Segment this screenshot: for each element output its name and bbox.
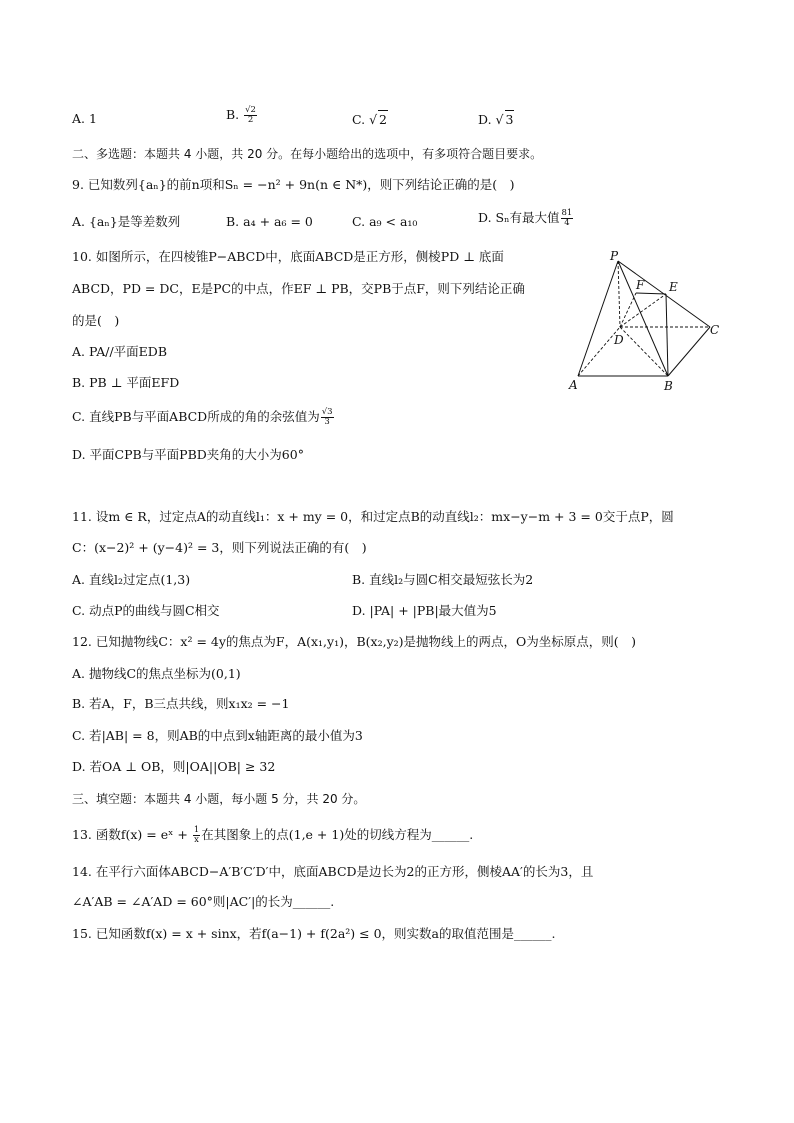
- q10-stem-line1: 10. 如图所示，在四棱锥P−ABCD中，底面ABCD是正方形，侧棱PD ⊥ 底面: [72, 249, 504, 264]
- q10-option-c-label: C. 直线PB与平面ABCD所成的角的余弦值为: [72, 409, 320, 424]
- label-c: C: [710, 323, 720, 337]
- fraction-denominator: x: [194, 835, 199, 845]
- label-p: P: [610, 249, 619, 263]
- q8-option-d: [478, 110, 514, 129]
- q11-option-b: B. 直线l₂与圆C相交最短弦长为2: [352, 572, 534, 587]
- q11-option-d: D. |PA| + |PB|最大值为5: [352, 603, 497, 618]
- segment-de: [620, 294, 666, 327]
- q9-option-b: B. a₄ + a₆ = 0: [226, 214, 313, 229]
- segment-fe: [636, 293, 666, 294]
- segment-db: [620, 327, 668, 376]
- fraction-denominator: 4: [564, 218, 570, 228]
- q8-option-c-label: C. √: [352, 112, 378, 127]
- label-f: F: [636, 278, 645, 292]
- q8-option-b-label: B.: [226, 107, 244, 122]
- q12-option-a: A. 抛物线C的焦点坐标为(0,1): [72, 666, 241, 681]
- q12-option-d: D. 若OA ⊥ OB，则|OA||OB| ≥ 32: [72, 759, 276, 774]
- q8-option-c-radicand: 2: [379, 112, 387, 127]
- segment-df: [620, 293, 636, 327]
- label-d: D: [614, 333, 624, 347]
- q13-stem-suffix: 在其图象上的点(1,e + 1)处的切线方程为______.: [201, 827, 474, 842]
- fraction-denominator: 3: [324, 417, 330, 427]
- pyramid-figure: [560, 244, 740, 396]
- segment-eb: [666, 294, 668, 376]
- q15-stem: 15. 已知函数f(x) = x + sinx，若f(a−1) + f(2a²) ≤ 0，则实数a的取值范围是______.: [72, 926, 556, 941]
- q9-option-a: A. {aₙ}是等差数列: [72, 214, 181, 229]
- section2-header: 二、多选题：本题共 4 小题，共 20 分。在每小题给出的选项中，有多项符合题目要求。: [72, 147, 543, 161]
- q12-option-b: B. 若A，F，B三点共线，则x₁x₂ = −1: [72, 696, 290, 711]
- q13-stem: [72, 826, 473, 845]
- label-b: B: [664, 379, 673, 393]
- q8-option-b-fraction: [244, 106, 257, 125]
- q11-stem-line2: C：(x−2)² + (y−4)² = 3，则下列说法正确的有( ): [72, 540, 367, 555]
- q13-stem-prefix: 13. 函数f(x) = eˣ +: [72, 827, 192, 842]
- q10-option-a: A. PA//平面EDB: [72, 344, 168, 359]
- q10-option-d: D. 平面CPB与平面PBD夹角的大小为60°: [72, 447, 304, 462]
- q9-option-d-fraction: [561, 209, 574, 228]
- q11-option-a: A. 直线l₂过定点(1,3): [72, 572, 191, 587]
- q8-option-c: [352, 110, 388, 129]
- edge-pa: [578, 261, 618, 376]
- q10-option-b: B. PB ⊥ 平面EFD: [72, 375, 180, 390]
- q14-stem-line1: 14. 在平行六面体ABCD−A′B′C′D′中，底面ABCD是边长为2的正方形，侧棱AA′的长为3，且: [72, 864, 594, 879]
- fraction-numerator: 81: [561, 208, 573, 218]
- fraction-denominator: 2: [247, 115, 254, 125]
- fraction-numerator: 1: [193, 825, 200, 835]
- q8-option-d-radicand: 3: [505, 112, 514, 127]
- q14-stem-line2: ∠A′AB = ∠A′AD = 60°则|AC′|的长为______.: [72, 894, 335, 909]
- q8-option-b: [226, 106, 258, 125]
- q12-option-c: C. 若|AB| = 8，则AB的中点到x轴距离的最小值为3: [72, 728, 363, 743]
- edge-bc: [668, 327, 710, 376]
- q10-option-c: [72, 408, 335, 427]
- q9-option-d-label: D. Sₙ有最大值: [478, 210, 560, 225]
- q11-option-c: C. 动点P的曲线与圆C相交: [72, 603, 220, 618]
- fraction-numerator: √3: [321, 407, 333, 417]
- q13-fraction: [193, 826, 200, 845]
- section3-header: 三、填空题：本题共 4 小题，每小题 5 分，共 20 分。: [72, 792, 366, 806]
- q8-option-d-label: D. √: [478, 112, 504, 127]
- q11-stem-line1: 11. 设m ∈ R，过定点A的动直线l₁：x + my = 0，和过定点B的动直线l₂：mx−y−m + 3 = 0交于点P，圆: [72, 509, 674, 524]
- fraction-numerator: √2: [245, 105, 256, 115]
- q10-stem-line3: 的是( ): [72, 313, 120, 328]
- q10-option-c-fraction: [321, 408, 334, 427]
- q9-option-d: [478, 209, 574, 228]
- edge-pd: [618, 261, 620, 327]
- q10-stem-line2: ABCD，PD = DC，E是PC的中点，作EF ⊥ PB，交PB于点F，则下列结论正确: [72, 281, 525, 296]
- q8-option-a: A. 1: [72, 111, 97, 126]
- label-e: E: [669, 280, 678, 294]
- q12-stem: 12. 已知抛物线C：x² = 4y的焦点为F，A(x₁,y₁)，B(x₂,y₂)是抛物线上的两点，O为坐标原点，则( ): [72, 634, 637, 649]
- q9-option-c: C. a₉ < a₁₀: [352, 214, 418, 229]
- label-a: A: [569, 378, 578, 392]
- q9-stem: 9. 已知数列{aₙ}的前n项和Sₙ = −n² + 9n(n ∈ N*)，则下列结论正确的是( ): [72, 177, 515, 192]
